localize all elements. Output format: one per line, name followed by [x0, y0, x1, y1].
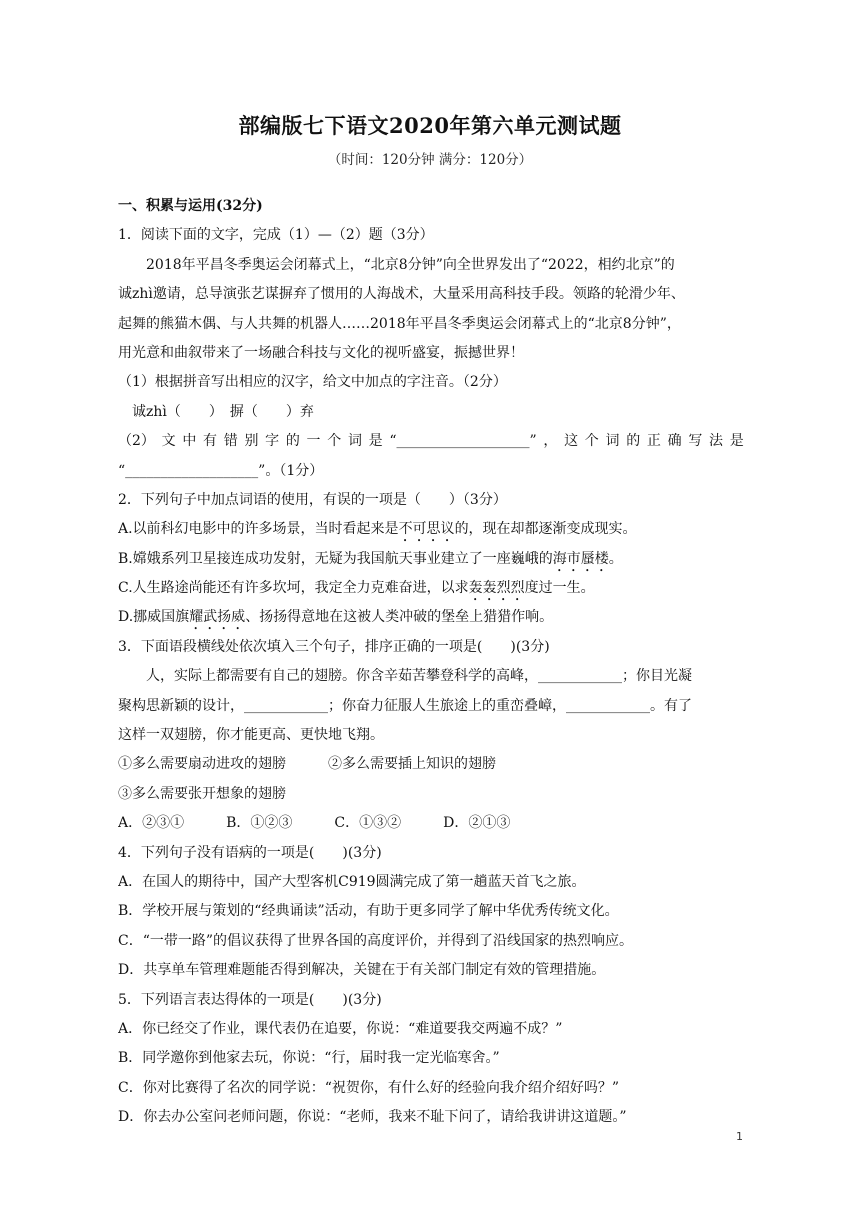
question-1-stem: 1．阅读下面的文字，完成（1）—（2）题（3分） — [118, 227, 434, 244]
question-4-stem: 4．下列句子没有语病的一项是( )(3分) — [118, 844, 382, 861]
q3-passage-line: 聚构思新颖的设计，____________；你奋力征服人生旅途上的重峦叠嶂，____________。有了 — [118, 697, 692, 714]
q1-sub2-token: 的 — [626, 433, 641, 450]
q5-option-d: D．你去办公室问老师问题，你说：“老师，我来不耻下问了，请给我讲讲这道题。” — [118, 1109, 627, 1126]
question-2-stem: 2．下列句子中加点词语的使用，有误的一项是（ ）（3分） — [118, 491, 507, 508]
q1-sub2-token: 词 — [347, 433, 362, 450]
q1-sub2-token: 词 — [605, 433, 620, 450]
q1-sub2-token: （2） — [118, 433, 155, 450]
q1-sub2-token: 法 — [709, 433, 724, 450]
section-heading: 一、积累与运用(32分) — [118, 198, 263, 214]
q4-option-a: A．在国人的期待中，国产大型客机C919圆满完成了第一趟蓝天首飞之旅。 — [118, 873, 586, 890]
dotted-word: 耀武扬威 — [189, 609, 246, 626]
q1-sub2-token: 正 — [646, 433, 661, 450]
q1-passage-line: 2018年平昌冬季奥运会闭幕式上，“北京8分钟”向全世界发出了“2022，相约北京”的 — [146, 256, 675, 273]
q1-sub1: （1）根据拼音写出相应的汉字，给文中加点的字注音。（2分） — [118, 374, 507, 391]
q1-sub2-token: 文 — [161, 433, 176, 450]
question-3-stem: 3．下面语段横线处依次填入三个句子，排序正确的一项是( )(3分) — [118, 638, 550, 655]
exam-content — [118, 192, 744, 1133]
question-5-stem: 5．下列语言表达得体的一项是( )(3分) — [118, 991, 382, 1008]
q1-sub2-line-2: “___________________”。（1分） — [118, 462, 324, 479]
q1-sub2-token: 确 — [667, 433, 682, 450]
q4-option-d: D．共享单车管理难题能否得到解决，关键在于有关部门制定有效的管理措施。 — [118, 962, 606, 979]
q1-sub2-token: 个 — [584, 433, 599, 450]
q1-sub2-token: 别 — [244, 433, 259, 450]
dotted-word: 轰轰烈烈 — [468, 580, 525, 597]
q2-option-d: D.挪威国旗耀武扬威、扬扬得意地在这被人类冲破的堡垒上猎猎作响。 — [118, 609, 554, 626]
q1-sub2-token: 的 — [285, 433, 300, 450]
q1-sub2-token: 是 — [368, 433, 383, 450]
q1-passage-line: 诚zhì邀请，总导演张艺谋摒弃了惯用的人海战术，大量采用高科技手段。领路的轮滑少年、 — [118, 286, 685, 303]
q1-sub2-line — [118, 427, 744, 456]
q1-sub1-blanks: 诚zhì（ ） 摒（ ）弃 — [132, 403, 314, 420]
q1-sub2-token: 有 — [203, 433, 218, 450]
q2-option-b: B.嫦娥系列卫星接连成功发射，无疑为我国航天事业建立了一座巍峨的海市蜃楼。 — [118, 550, 623, 567]
q5-option-b: B．同学邀你到他家去玩，你说：“行，届时我一定光临寒舍。” — [118, 1050, 500, 1067]
q1-sub2-token: 字 — [265, 433, 280, 450]
q1-sub2-token: 写 — [688, 433, 703, 450]
q1-sub2-token: 错 — [223, 433, 238, 450]
q1-sub2-token: 个 — [327, 433, 342, 450]
q4-option-c: C．“一带一路”的倡议获得了世界各国的高度评价，并得到了沿线国家的热烈响应。 — [118, 932, 634, 949]
q1-passage-line: 用光意和曲叙带来了一场融合科技与文化的视听盛宴，振撼世界！ — [118, 344, 524, 361]
page-number: 1 — [736, 1130, 743, 1143]
q2-option-a: A.以前科幻电影中的许多场景，当时看起来是不可思议的，现在却都逐渐变成现实。 — [118, 521, 637, 538]
q4-option-b: B．学校开展与策划的“经典诵读”活动，有助于更多同学了解中华优秀传统文化。 — [118, 903, 619, 920]
dotted-word: 海市蜃楼 — [552, 550, 609, 567]
page-title: 部编版七下语文2020年第六单元测试题 — [238, 113, 622, 138]
q1-sub2-token: 这 — [564, 433, 579, 450]
dotted-word: 不可思议 — [398, 521, 455, 538]
q3-choices: ③多么需要张开想象的翅膀 — [118, 785, 286, 802]
q3-passage-line: 这样一双翅膀，你才能更高、更快地飞翔。 — [118, 727, 384, 744]
q1-sub2-token: ， — [543, 433, 558, 450]
q1-sub2-token: 中 — [182, 433, 197, 450]
q1-sub2-token: “___________________” — [389, 433, 537, 450]
q1-sub2-token: 一 — [306, 433, 321, 450]
page-subtitle: （时间：120分钟 满分：120分） — [327, 152, 533, 168]
q1-passage-line: 起舞的熊猫木偶、与人共舞的机器人……2018年平昌冬季奥运会闭幕式上的“北京8分钟”， — [118, 315, 681, 332]
q5-option-a: A．你已经交了作业，课代表仍在追要，你说：“难道要我交两遍不成？” — [118, 1020, 563, 1037]
q2-option-c: C.人生路途尚能还有许多坎坷，我定全力克难奋进，以求轰轰烈烈度过一生。 — [118, 580, 595, 597]
q1-sub2-token: 是 — [729, 433, 744, 450]
q5-option-c: C．你对比赛得了名次的同学说：“祝贺你，有什么好的经验向我介绍介绍好吗？” — [118, 1079, 620, 1096]
q3-options: A．②③① B．①②③ C．①③② D．②①③ — [118, 815, 511, 832]
q3-choices: ①多么需要扇动进攻的翅膀 ②多么需要插上知识的翅膀 — [118, 756, 496, 773]
q3-passage-line: 人，实际上都需要有自己的翅膀。你含辛茹苦攀登科学的高峰，____________；你目光凝 — [146, 668, 692, 685]
